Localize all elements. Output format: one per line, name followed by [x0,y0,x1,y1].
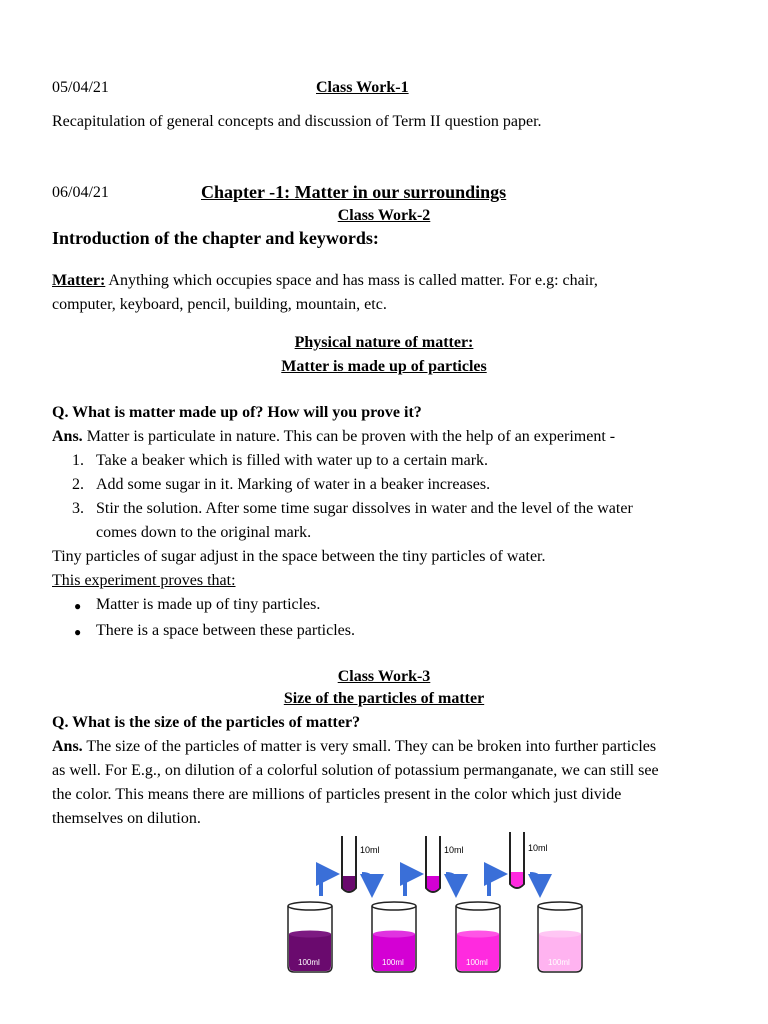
beaker-2 [372,902,416,972]
cw3-question: Q. What is the size of the particles of matter? [52,714,361,731]
beaker-label: 100ml [466,958,488,967]
step-text-cont: comes down to the original mark. [96,524,312,541]
ans-text: The size of the particles of matter is very small. They can be broken into further particles [82,738,657,755]
tube-liquid-1 [343,876,355,891]
tube-label: 10ml [528,843,548,853]
cw3-answer-line2: as well. For E.g., on dilution of a colorful solution of potassium permanganate, we can still see [52,762,659,779]
cw3-answer-line3: the color. This means there are millions of particles present in the color which just divide [52,786,622,803]
beaker-label: 100ml [382,958,404,967]
step-text: Take a beaker which is filled with water up to a certain mark. [96,452,489,469]
matter-def-line2: computer, keyboard, pencil, building, mountain, etc. [52,296,387,313]
cw2-title: Class Work-2 [337,207,431,224]
step-text: Stir the solution. After some time sugar dissolves in water and the level of the water [96,500,633,517]
tube-label: 10ml [444,845,464,855]
arrow-down-icon [446,874,456,886]
bullet-dot: ● [74,625,82,639]
cw2-date: 06/04/21 [52,184,109,201]
step-number: 2. [72,476,84,493]
tube-label: 10ml [360,845,380,855]
tube-liquid-3 [511,872,523,887]
matter-def-line1: Anything which occupies space and has mass is called matter. For e.g: chair, [105,272,598,289]
cw1-title: Class Work-1 [316,79,409,96]
cw2-question: Q. What is matter made up of? How will you prove it? [52,404,422,421]
ans-text: Matter is particulate in nature. This can be proven with the help of an experiment - [82,428,616,445]
beaker-3 [456,902,500,972]
proves-heading: This experiment proves that: [52,572,236,589]
bullet-dot: ● [74,599,82,613]
ans-label: Ans. [52,738,83,755]
step-number: 1. [72,452,84,469]
cw3-answer-line4: themselves on dilution. [52,810,201,827]
chapter-title: Chapter -1: Matter in our surroundings [201,182,507,202]
cw1-text: Recapitulation of general concepts and discussion of Term II question paper. [52,113,542,130]
arrow-down-icon [362,874,372,886]
arrow-down-icon [530,874,540,886]
step-number: 3. [72,500,84,517]
arrow-up-icon [489,874,496,896]
matter-label: Matter: [52,272,106,289]
bullet-item: There is a space between these particles. [96,622,355,639]
conclusion: Tiny particles of sugar adjust in the space between the tiny particles of water. [52,548,546,565]
beaker-label: 100ml [298,958,320,967]
beaker-label: 100ml [548,958,570,967]
arrow-up-icon [405,874,412,896]
ans-label: Ans. [52,428,83,445]
step-text: Add some sugar in it. Marking of water in a beaker increases. [96,476,491,493]
bullet-item: Matter is made up of tiny particles. [96,596,321,613]
test-tube-3 [510,832,548,888]
intro-heading: Introduction of the chapter and keywords: [52,228,379,248]
arrow-up-icon [321,874,328,896]
cw3-title: Class Work-3 [337,668,431,685]
cw3-subtitle: Size of the particles of matter [283,690,485,707]
cw1-date: 05/04/21 [52,79,109,96]
tube-liquid-2 [427,876,439,891]
physical-nature-heading: Physical nature of matter: [294,334,474,351]
particles-heading: Matter is made up of particles [281,358,487,375]
beaker-4 [538,902,582,972]
beaker-1 [288,902,332,972]
